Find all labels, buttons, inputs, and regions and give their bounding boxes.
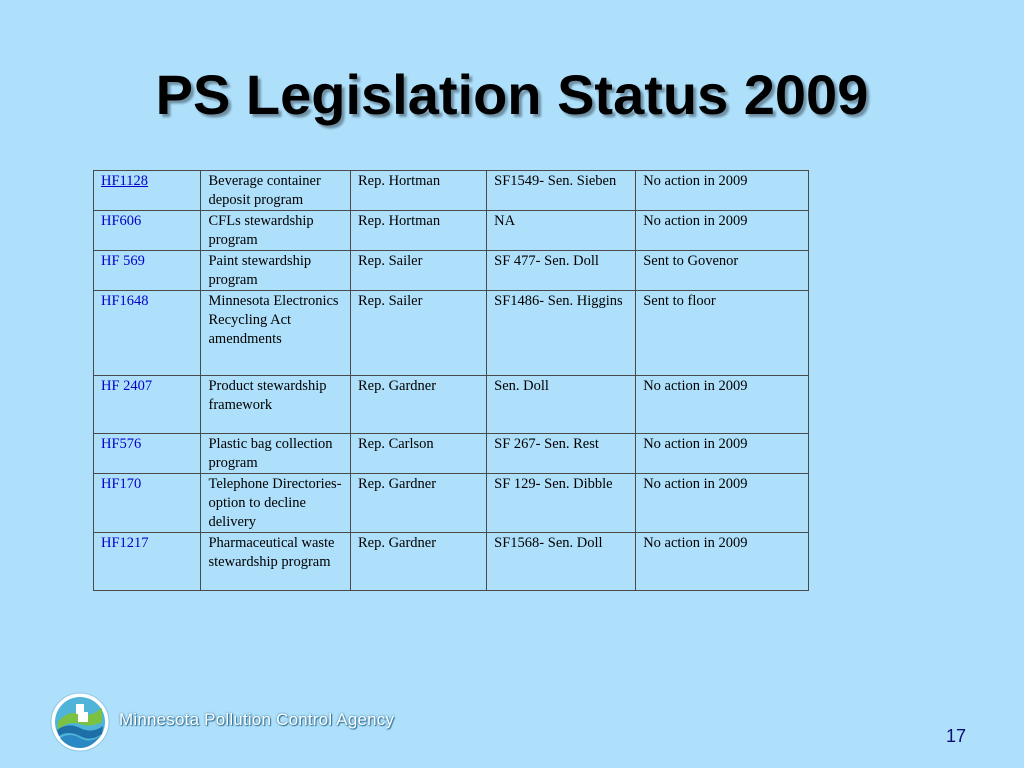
companion-cell: NA xyxy=(487,211,636,251)
companion-cell: SF 267- Sen. Rest xyxy=(487,434,636,474)
status-cell: No action in 2009 xyxy=(636,171,809,211)
companion-cell: Sen. Doll xyxy=(487,376,636,434)
author-cell: Rep. Gardner xyxy=(350,533,486,591)
status-cell: No action in 2009 xyxy=(636,474,809,533)
table-row xyxy=(94,251,809,291)
bill-cell[interactable] xyxy=(94,171,201,211)
description-cell: Plastic bag collection program xyxy=(201,434,350,474)
author-cell: Rep. Gardner xyxy=(350,376,486,434)
slide-title: PS Legislation Status 2009 xyxy=(155,63,869,126)
description-cell: CFLs stewardship program xyxy=(201,211,350,251)
companion-cell: SF1568- Sen. Doll xyxy=(487,533,636,591)
legislation-status-table xyxy=(93,170,809,591)
table-row xyxy=(94,211,809,251)
description-cell: Telephone Directories-option to decline delivery xyxy=(201,474,350,533)
table-row xyxy=(94,171,809,211)
author-cell: Rep. Gardner xyxy=(350,474,486,533)
author-cell: Rep. Hortman xyxy=(350,211,486,251)
agency-name: Minnesota Pollution Control Agency xyxy=(119,710,395,729)
author-cell: Rep. Sailer xyxy=(350,251,486,291)
bill-cell: HF170 xyxy=(94,474,201,533)
description-cell: Pharmaceutical waste stewardship program xyxy=(201,533,350,591)
bill-cell: HF576 xyxy=(94,434,201,474)
companion-cell: SF1549- Sen. Sieben xyxy=(487,171,636,211)
description-cell: Product stewardship framework xyxy=(201,376,350,434)
bill-cell: HF 569 xyxy=(94,251,201,291)
status-cell: No action in 2009 xyxy=(636,376,809,434)
status-cell: Sent to floor xyxy=(636,291,809,376)
mpca-logo-icon xyxy=(50,692,110,752)
status-cell: No action in 2009 xyxy=(636,211,809,251)
table-row xyxy=(94,434,809,474)
companion-cell: SF 129- Sen. Dibble xyxy=(487,474,636,533)
status-cell: No action in 2009 xyxy=(636,434,809,474)
description-cell: Paint stewardship program xyxy=(201,251,350,291)
page-number: 17 xyxy=(946,726,967,746)
table-row xyxy=(94,291,809,376)
status-cell: Sent to Govenor xyxy=(636,251,809,291)
table-row xyxy=(94,376,809,434)
author-cell: Rep. Sailer xyxy=(350,291,486,376)
companion-cell: SF1486- Sen. Higgins xyxy=(487,291,636,376)
table-row xyxy=(94,474,809,533)
bill-cell: HF606 xyxy=(94,211,201,251)
bill-link[interactable]: HF1128 xyxy=(101,173,148,189)
description-cell: Beverage container deposit program xyxy=(201,171,350,211)
author-cell: Rep. Hortman xyxy=(350,171,486,211)
status-cell: No action in 2009 xyxy=(636,533,809,591)
table-row xyxy=(94,533,809,591)
bill-cell: HF 2407 xyxy=(94,376,201,434)
description-cell: Minnesota Electronics Recycling Act amendments xyxy=(201,291,350,376)
companion-cell: SF 477- Sen. Doll xyxy=(487,251,636,291)
bill-cell: HF1217 xyxy=(94,533,201,591)
author-cell: Rep. Carlson xyxy=(350,434,486,474)
bill-cell: HF1648 xyxy=(94,291,201,376)
